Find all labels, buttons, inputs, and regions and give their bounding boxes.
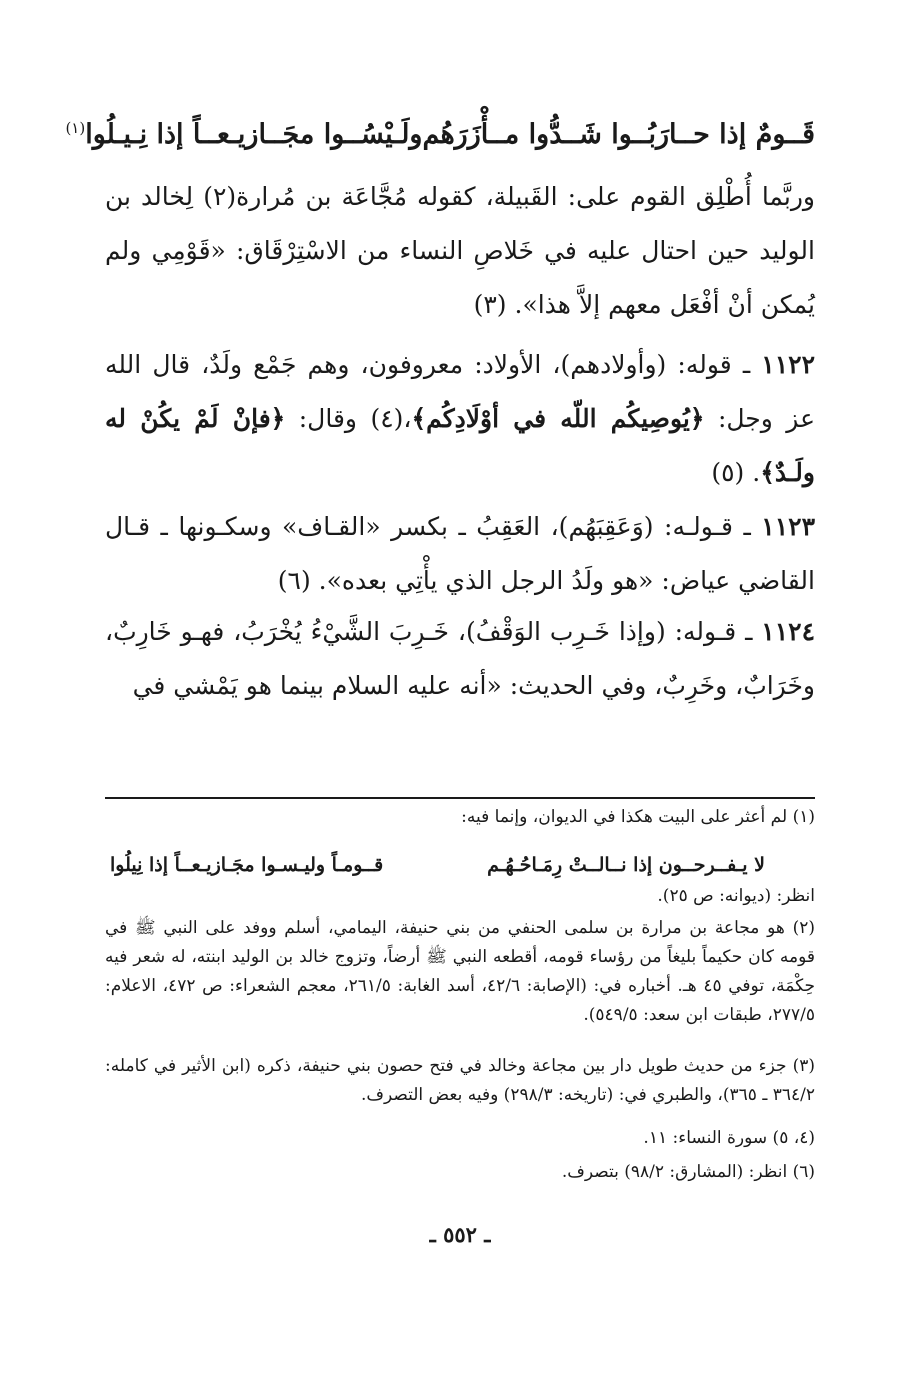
footnote-2: (٢) هو مجاعة بن مرارة بن سلمى الحنفي من بني حنيفة، اليمامي، أسلم ووفد على النبي ﷺ في قومه كان حكيماً بليغاً من رؤساء قومه، أقطعه النبي ﷺ أرضاً، وتزوج خالد بن الوليد ابنته، له شعر فيه حِكْمَة، توفي ٤٥ هـ. أخباره في: (الإصابة: ٤٢/٦، أسد الغابة: ٢٦١/٥، معجم الشعراء: ص ٤٧٢، الاعلام: ٢٧٧/٥، طبقات ابن سعد: ٥٤٩/٥). <box>105 918 816 1025</box>
footnote-3: (٣) جزء من حديث طويل دار بين مجاعة وخالد في فتح حصون بني حنيفة، ذكره (ابن الأثير في كامله: ٣٦٤/٢ ـ ٣٦٥)، والطبري في: (تاريخه: ٢٩٨/٣) وفيه بعض التصرف. <box>105 1056 815 1105</box>
paragraph-1124 <box>105 605 815 713</box>
footnote-1-reference: انظر: (ديوانه: ص ٢٥). <box>657 886 815 906</box>
paragraph-text: . (٥) <box>711 458 761 487</box>
quran-quote: ﴿فإنْ لَمْ يكُنْ له ولَـدٌ﴾ <box>105 404 815 487</box>
paragraph-qawm-tribe: وربَّما أُطْلِق القوم على: القَبيلة، كقوله مُجَّاعَة بن مُرارة(٢) لِخالد بن الوليد حين احتال عليه في خَلاصِ النساء من الاسْتِرْقَاق: «قَوْمِي ولم يُمكن أنْ أفْعَل معهم إلاَّ هذا». (٣) <box>105 182 815 319</box>
paragraph-text: ـ قوله: (وأولادهم)، الأولاد: معروفون، وهم جَمْع ولَدٌ، قال الله عز وجل: <box>105 350 815 433</box>
poetry-verse <box>65 110 815 158</box>
footnote-6: (٦) انظر: (المشارق: ٩٨/٢) بتصرف. <box>561 1162 815 1182</box>
paragraph-1123 <box>105 500 815 608</box>
footnote-4-5: (٤، ٥) سورة النساء: ١١. <box>643 1128 815 1148</box>
entry-number: ١١٢٣ <box>761 512 815 541</box>
verse-hemistich-second-text: ولَـيْسُــوا مجَــازيـعــاً إذا نِـيـلُوا <box>85 118 423 150</box>
footnote-verse-hemistich-first: لا يـفــرحــون إذا نــالــتْ رِمَـاحُـهُـم <box>487 854 765 876</box>
paragraph-text: ـ قـولـه: (وَعَقِبَهُم)، العَقِبُ ـ بكسر «القـاف» وسكـونها ـ قـال القاضي عياض: «هو ولَدُ الرجل الذي يأْتِي بعده». (٦) <box>105 512 815 595</box>
footnote-ref-1: (١) <box>65 118 86 137</box>
footnote-1: (١) لم أعثر على البيت هكذا في الديوان، وإنما فيه: <box>461 807 815 827</box>
paragraph-text: ـ قـوله: (وإذا خَـرِب الوَقْفُ)، خَـرِبَ الشَّيْءُ يُخْرَبُ، فهـو خَارِبٌ، وخَرَابٌ، وخَرِبٌ، وفي الحديث: «أنه عليه السلام بينما هو يَمْشي في <box>105 617 815 700</box>
verse-hemistich-first: قَــومٌ إذا حــارَبُــوا شَــدُّوا مــأْزَرَهُم <box>422 118 815 150</box>
entry-number: ١١٢٤ <box>761 617 815 646</box>
paragraph-1122 <box>105 338 815 500</box>
quran-quote: ﴿يُوصِيكُم اللّه في أوْلَادِكُم﴾ <box>411 404 705 433</box>
paragraph-text: ،(٤) وقال: <box>285 404 412 433</box>
verse-hemistich-second <box>65 119 422 150</box>
page-number: ـ ٥٥٢ ـ <box>429 1222 491 1247</box>
footnote-separator <box>105 797 815 799</box>
footnote-verse-hemistich-second: قــومـاً وليـسـوا مجَـازيـعــاً إذا نِيلُوا <box>110 854 384 876</box>
entry-number: ١١٢٢ <box>761 350 815 379</box>
footnote-1-verse <box>110 848 765 882</box>
